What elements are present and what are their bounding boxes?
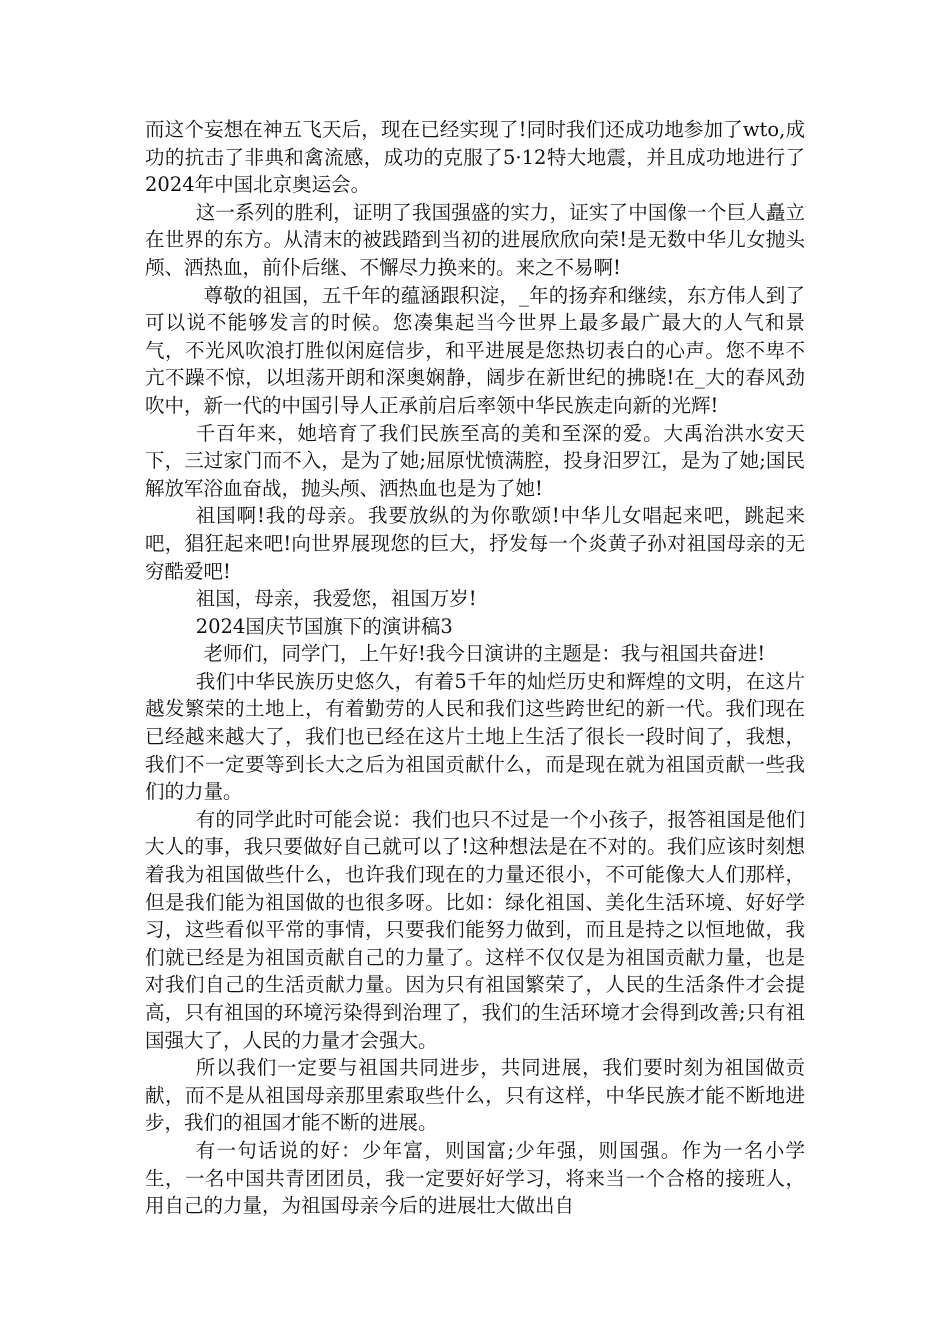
paragraph: 有的同学此时可能会说：我们也只不过是一个小孩子，报答祖国是他们大人的事，我只要做好自己就可以了!这种想法是在不对的。我们应该时刻想着我为祖国做些什么，也许我们现在的力量还很小，不可能像大人们那样，但是我们能为祖国做的也很多呀。比如：绿化祖国、美化生活环境、好好学习，这些看似平常的事情，只要我们能努力做到，而且是持之以恒地做，我们就已经是为祖国贡献自己的力量了。这样不仅仅是为祖国贡献力量，也是对我们自己的生活贡献力量。因为只有祖国繁荣了，人民的生活条件才会提高，只有祖国的环境污染得到治理了，我们的生活环境才会得到改善;只有祖国强大了，人民的力量才会强大。 <box>145 807 805 1052</box>
paragraph: 所以我们一定要与祖国共同进步，共同进展，我们要时刻为祖国做贡献，而不是从祖国母亲那里索取些什么，只有这样，中华民族才能不断地进步，我们的祖国才能不断的进展。 <box>145 1056 805 1135</box>
paragraph: 尊敬的祖国，五千年的蕴涵跟积淀，_年的扬弃和继续，东方伟人到了可以说不能够发言的时候。您凑集起当今世界上最多最广最大的人气和景气，不光风吹浪打胜似闲庭信步，和平进展是您热切表白的心声。您不卑不亢不躁不惊，以坦荡开朗和深奥娴静，阔步在新世纪的拂晓!在_大的春风劲吹中，新一代的中国引导人正承前启后率领中华民族走向新的光辉! <box>145 283 805 417</box>
paragraph: 这一系列的胜利，证明了我国强盛的实力，证实了中国像一个巨人矗立在世界的东方。从清末的被践踏到当初的进展欣欣向荣!是无数中华儿女抛头颅、洒热血，前仆后继、不懈尽力换来的。来之不易啊! <box>145 200 805 279</box>
paragraph: 千百年来，她培育了我们民族至高的美和至深的爱。大禹治洪水安天下，三过家门而不入，是为了她;屈原忧愤满腔，投身汨罗江，是为了她;国民解放军浴血奋战，抛头颅、洒热血也是为了她! <box>145 421 805 500</box>
paragraph: 祖国，母亲，我爱您，祖国万岁! <box>195 587 477 611</box>
paragraph: 老师们，同学门，上午好!我今日演讲的主题是：我与祖国共奋进! <box>203 642 766 666</box>
document-body <box>145 116 805 1220</box>
paragraph-continued: 而这个妄想在神五飞天后，现在已经实现了!同时我们还成功地参加了wto,成功的抗击了非典和禽流感，成功的克服了5·12特大地震，并且成功地进行了2024年中国北京奥运会。 <box>145 118 805 197</box>
section-heading: 2024国庆节国旗下的演讲稿3 <box>195 614 453 638</box>
paragraph: 我们中华民族历史悠久，有着5千年的灿烂历史和辉煌的文明，在这片越发繁荣的土地上，有着勤劳的人民和我们这些跨世纪的新一代。我们现在已经越来越大了，我们也已经在这片土地上生活了很长一段时间了，我想，我们不一定要等到长大之后为祖国贡献什么，而是现在就为祖国贡献一些我们的力量。 <box>145 669 805 804</box>
paragraph: 祖国啊!我的母亲。我要放纵的为你歌颂!中华儿女唱起来吧，跳起来吧，猖狂起来吧!向世界展现您的巨大，抒发每一个炎黄子孙对祖国母亲的无穷酷爱吧! <box>145 504 805 583</box>
paragraph: 有一句话说的好：少年富，则国富;少年强，则国强。作为一名小学生，一名中国共青团团员，我一定要好好学习，将来当一个合格的接班人，用自己的力量，为祖国母亲今后的进展壮大做出自 <box>145 1138 805 1218</box>
